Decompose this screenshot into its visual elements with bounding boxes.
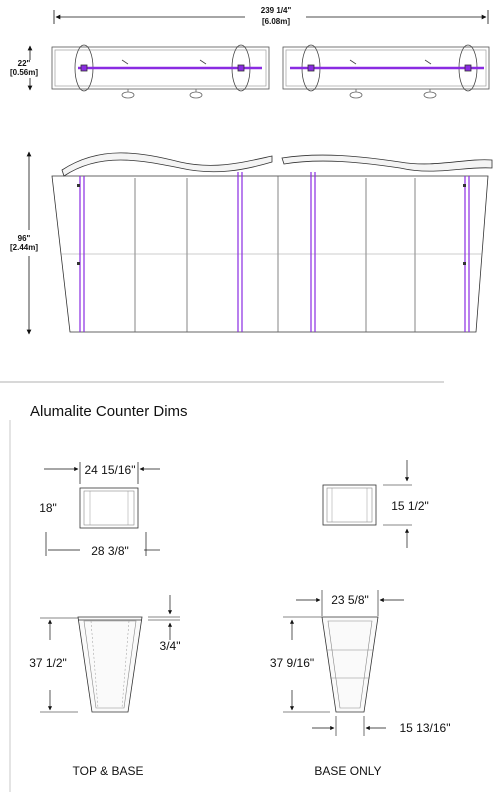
top-view-depth-metric: [0.56m] [9, 68, 39, 77]
front-height-metric: [2.44m] [9, 243, 39, 252]
base-only-elevation [270, 590, 451, 736]
purple-poles [80, 172, 469, 332]
front-height-dimension [10, 152, 38, 334]
top-base-depth: 18" [39, 501, 57, 515]
base-only-depth: 15 1/2" [391, 499, 429, 513]
front-height-imperial: 96" [17, 234, 31, 243]
plan-left-feet [122, 89, 202, 98]
overall-width-imperial: 239 1/4" [260, 6, 292, 15]
front-elevation [52, 153, 492, 332]
base-only-height: 37 9/16" [269, 656, 315, 670]
top-base-top-width: 24 15/16" [84, 463, 136, 477]
base-only-caption: BASE ONLY [314, 764, 382, 778]
plan-right-feet [350, 89, 436, 98]
top-base-caption: TOP & BASE [72, 764, 144, 778]
top-base-plan [39, 462, 160, 558]
top-base-elevation [29, 595, 180, 712]
wave-header-right [282, 155, 492, 171]
plan-view [52, 45, 489, 98]
top-base-base-width: 28 3/8" [91, 544, 129, 558]
overall-width-metric: [6.08m] [261, 17, 291, 26]
base-only-top-width: 23 5/8" [331, 593, 369, 607]
base-only-plan [323, 460, 429, 548]
wave-header-left [62, 153, 272, 176]
overall-width-dimension [54, 6, 488, 26]
top-base-height: 37 1/2" [29, 656, 67, 670]
top-base-top-thickness: 3/4" [159, 639, 181, 653]
top-view-depth-dimension [10, 46, 38, 90]
top-view-depth-imperial: 22" [17, 59, 31, 68]
counter-section-title: Alumalite Counter Dims [30, 403, 188, 420]
base-only-bottom-width: 15 13/16" [399, 721, 451, 735]
